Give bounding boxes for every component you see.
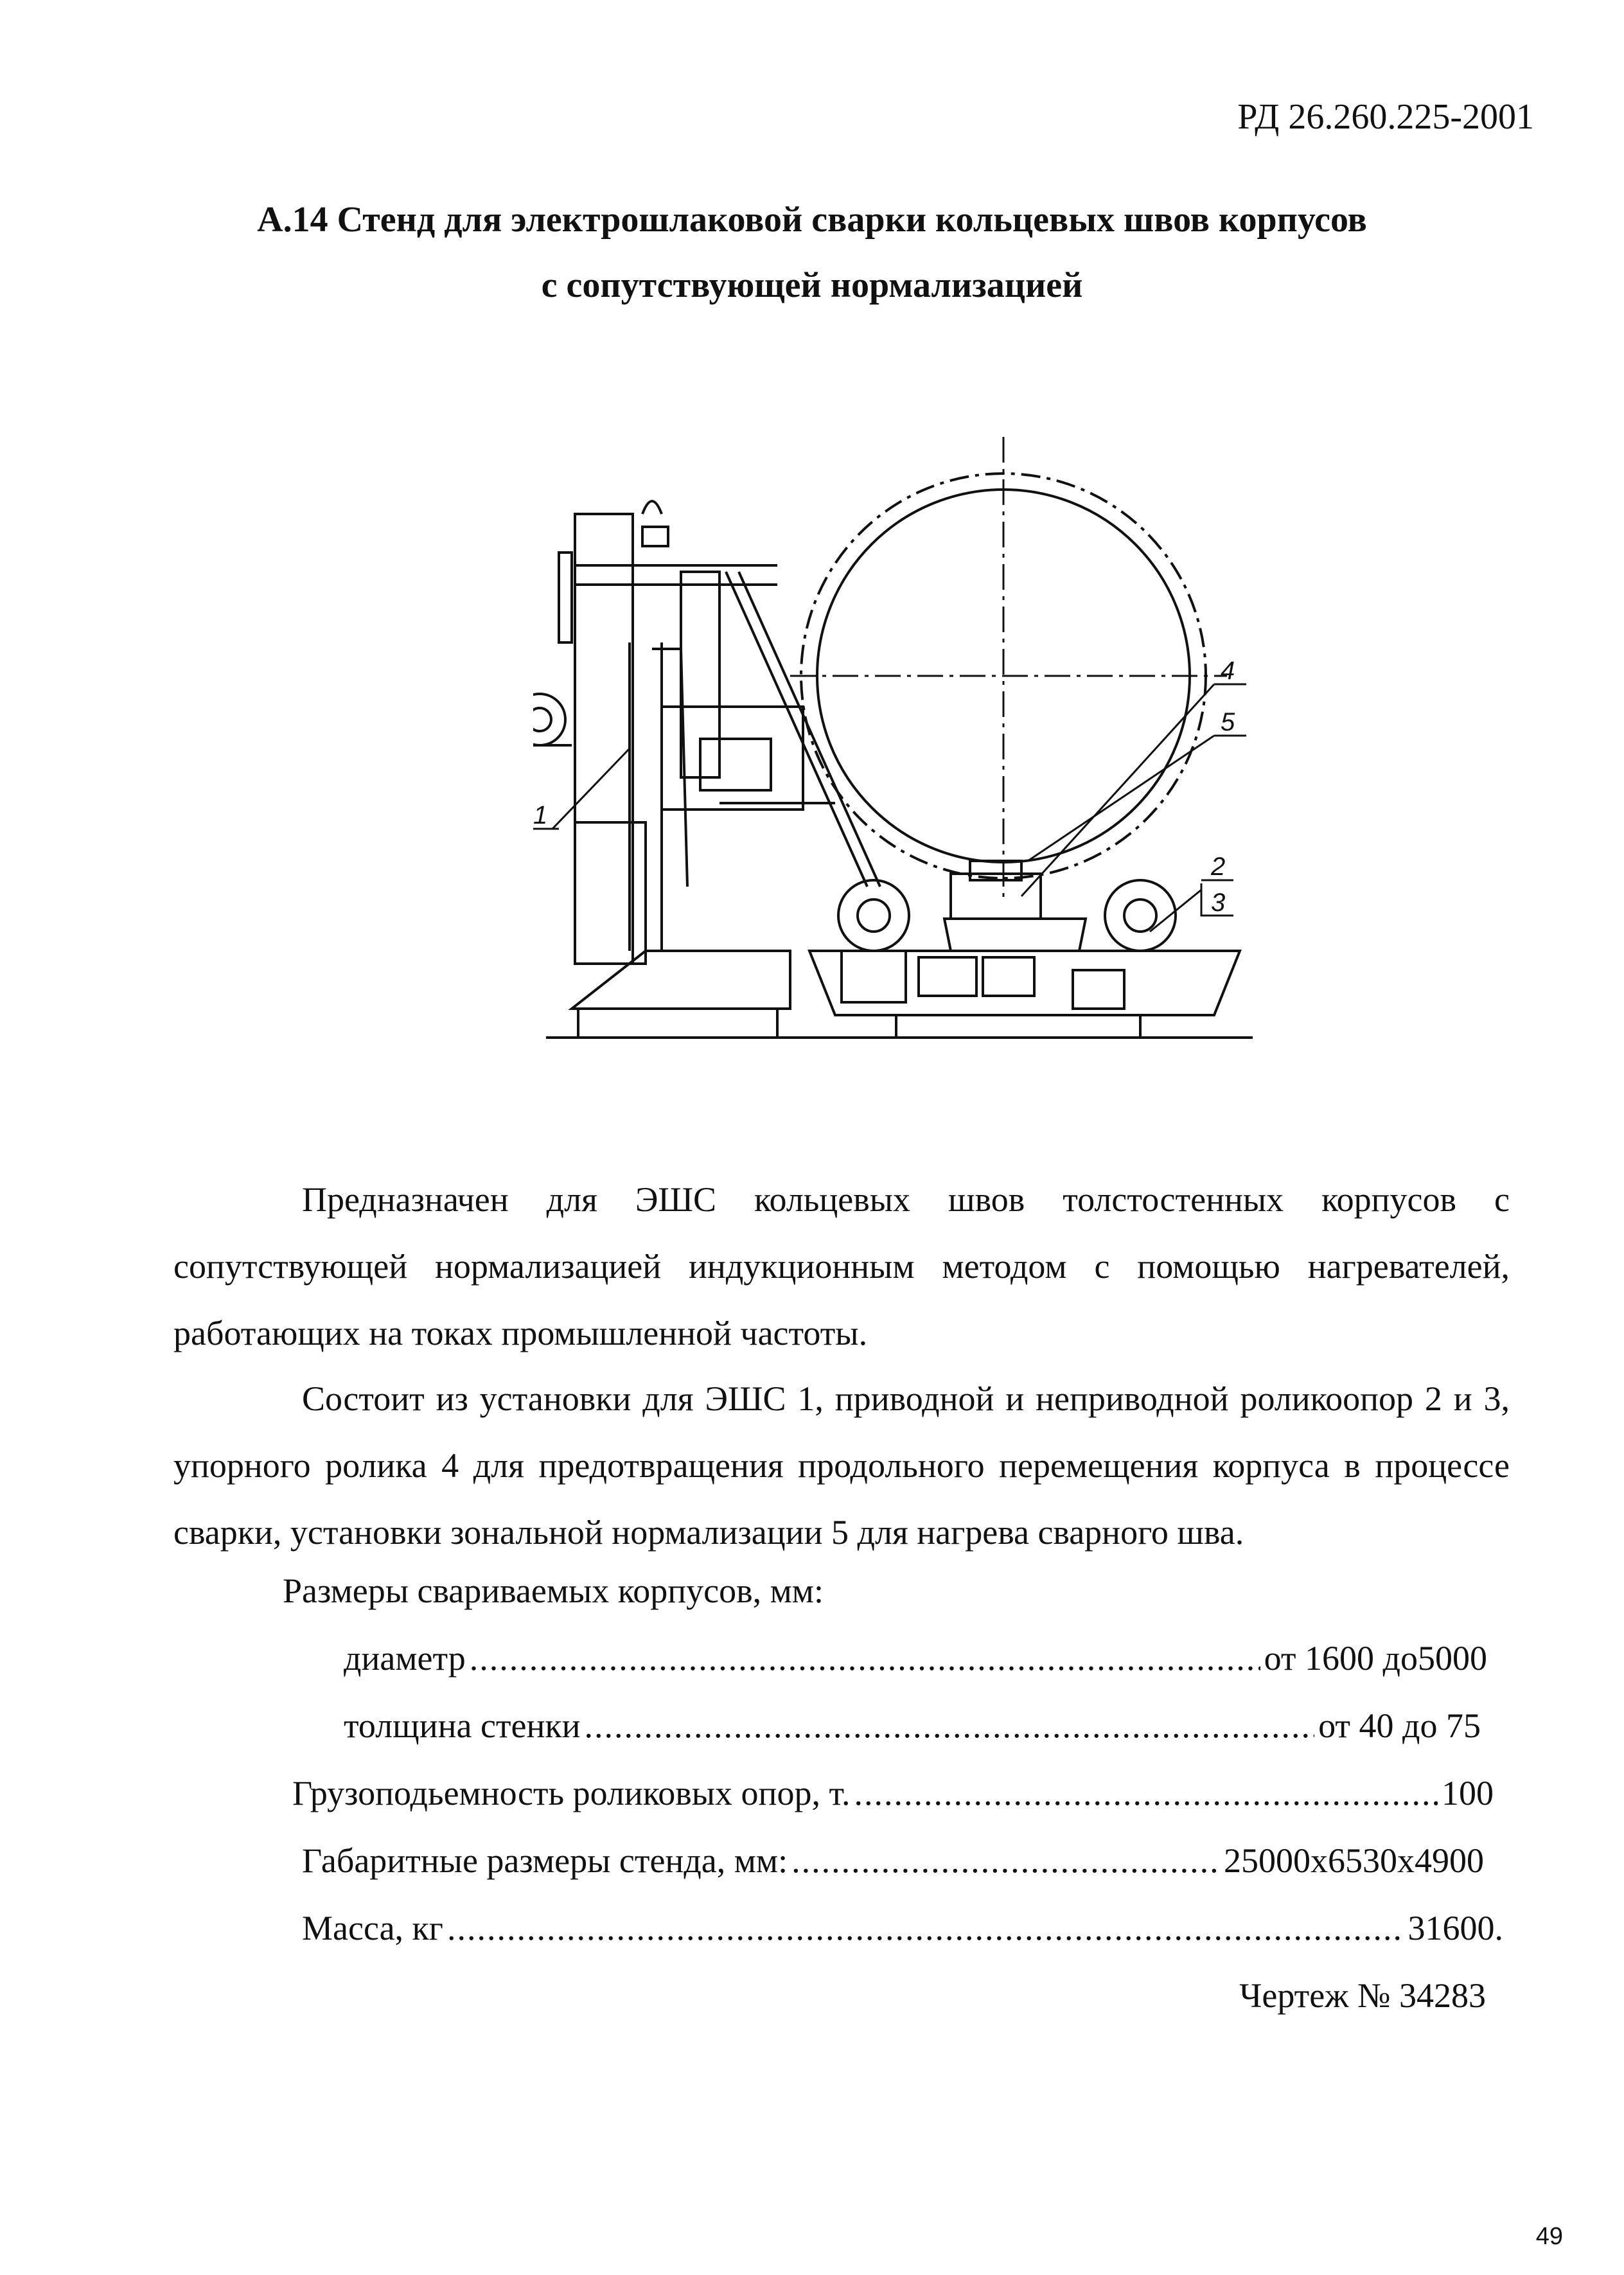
technical-drawing [533, 437, 1349, 1079]
document-code: РД 26.260.225-2001 [1237, 97, 1534, 137]
description-paragraph-2 [173, 1365, 1510, 1566]
spec-row-diameter [344, 1638, 1487, 1678]
spec-label: толщина стенки [344, 1706, 581, 1745]
leader-dots [585, 1706, 1315, 1746]
page-number: 49 [1535, 2223, 1563, 2250]
dimensions-label: Размеры свариваемых корпусов, мм: [283, 1571, 824, 1610]
figure-label-4: 4 [1221, 657, 1235, 685]
thrust-roller-and-heater [944, 861, 1086, 951]
spec-row-wall-thickness [344, 1706, 1481, 1746]
roller-supports-2-3 [809, 880, 1240, 1015]
leader-4 [1021, 684, 1214, 896]
drawing-reference: Чертеж № 34283 [1239, 1976, 1486, 2015]
spec-value: от 40 до 75 [1318, 1706, 1481, 1745]
spec-value: 31600. [1408, 1909, 1503, 1947]
figure-label-1: 1 [533, 801, 548, 829]
spec-label: диаметр [344, 1639, 466, 1677]
spec-row-overall-dimensions [302, 1841, 1484, 1881]
cable-reel [533, 694, 572, 745]
paragraph-text: Состоит из установки для ЭШС 1, приводной и неприводной роликоопор 2 и 3, упорного ролика 4 для предотвращения продольного перемещения корпуса в процессе сварки, установки зональной нормализации 5 для нагрева сварного шва. [173, 1379, 1510, 1552]
spec-value: от 1600 до5000 [1264, 1639, 1487, 1677]
leader-dots [791, 1841, 1220, 1881]
description-paragraph-1 [173, 1166, 1510, 1367]
leader-dots [470, 1638, 1260, 1678]
spec-label: Габаритные размеры стенда, мм: [302, 1841, 788, 1880]
welding-unit-1 [559, 501, 880, 1009]
leader-dots [854, 1773, 1438, 1813]
figure-label-3: 3 [1211, 889, 1226, 917]
leader-2-3 [1150, 890, 1201, 932]
section-title-line-1: А.14 Стенд для электрошлаковой сварки кольцевых швов корпусов [257, 200, 1367, 240]
spec-row-load-capacity [292, 1773, 1494, 1813]
figure-label-5: 5 [1221, 708, 1235, 736]
leader-1 [552, 748, 630, 829]
spec-label: Грузоподьемность роликовых опор, т. [292, 1774, 851, 1812]
figure-label-2: 2 [1211, 853, 1226, 881]
spec-label: Масса, кг [302, 1909, 443, 1947]
section-title-line-2: с сопутствующей нормализацией [541, 265, 1083, 305]
spec-value: 100 [1442, 1774, 1494, 1812]
support-feet [578, 1009, 1140, 1038]
leader-dots [447, 1908, 1404, 1948]
paragraph-text: Предназначен для ЭШС кольцевых швов толстостенных корпусов с сопутствующей нормализацией индукционным методом с помощью нагревателей, работающих на токах промышленной частоты. [173, 1180, 1510, 1352]
spec-row-mass [302, 1908, 1503, 1948]
spec-value: 25000х6530х4900 [1224, 1841, 1484, 1880]
